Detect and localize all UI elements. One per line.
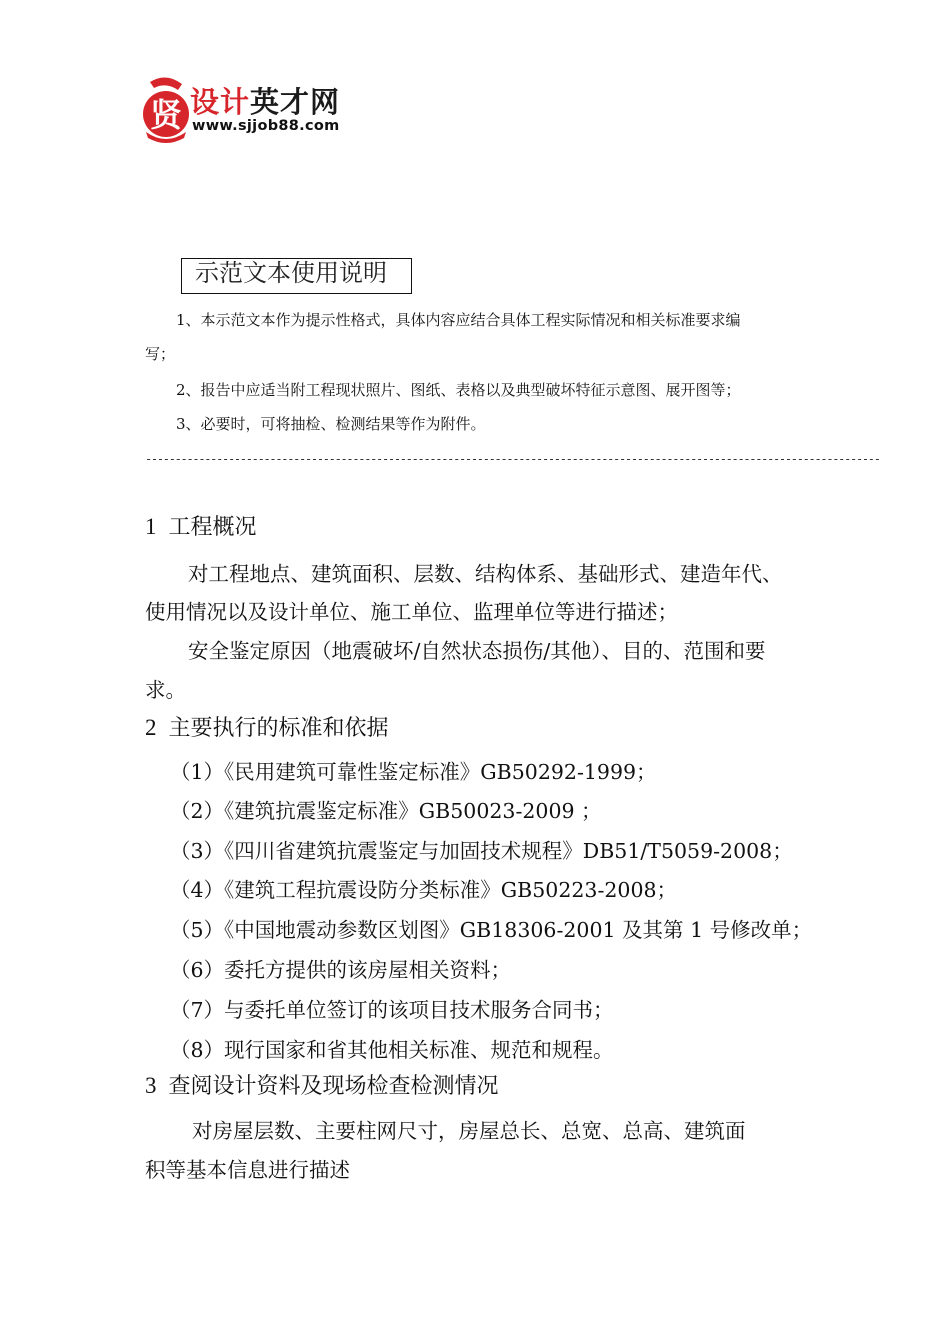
section-number: 3 bbox=[145, 1073, 157, 1098]
section-heading bbox=[145, 512, 257, 543]
section-heading bbox=[145, 1071, 499, 1102]
paragraph-line: 积等基本信息进行描述 bbox=[145, 1158, 350, 1182]
paragraph-line: 安全鉴定原因（地震破坏/自然状态损伤/其他）、目的、范围和要 bbox=[188, 639, 766, 663]
logo-mark-icon bbox=[140, 74, 192, 144]
reference-item: （8）现行国家和省其他相关标准、规范和规程。 bbox=[170, 1038, 614, 1062]
section-number: 1 bbox=[145, 514, 157, 539]
logo-title-dark: 英才网 bbox=[250, 85, 341, 119]
section-heading bbox=[145, 713, 389, 744]
site-logo[interactable] bbox=[140, 74, 380, 146]
paragraph-line: 对工程地点、建筑面积、层数、结构体系、基础形式、建造年代、 bbox=[188, 562, 783, 586]
reference-item: （5）《中国地震动参数区划图》GB18306-2001 及其第 1 号修改单； bbox=[170, 918, 813, 942]
reference-item: （6）委托方提供的该房屋相关资料； bbox=[170, 958, 512, 982]
note-item: 写； bbox=[145, 345, 176, 363]
dashed-divider: ---------------------------------------------------------------------------------------------------------------------------- bbox=[145, 452, 880, 466]
logo-title-red: 设计 bbox=[190, 85, 251, 119]
note-item: 2、报告中应适当附工程现状照片、图纸、表格以及典型破坏特征示意图、展开图等； bbox=[176, 381, 741, 399]
reference-item: （4）《建筑工程抗震设防分类标准》GB50223-2008； bbox=[170, 878, 678, 902]
logo-url: www.sjjob88.com bbox=[192, 118, 340, 134]
paragraph-line: 求。 bbox=[145, 678, 186, 702]
logo-title bbox=[190, 80, 340, 121]
section-title: 主要执行的标准和依据 bbox=[168, 716, 389, 741]
paragraph-line: 使用情况以及设计单位、施工单位、监理单位等进行描述； bbox=[145, 600, 678, 624]
note-item: 3、必要时，可将抽检、检测结果等作为附件。 bbox=[176, 415, 486, 433]
reference-item: （7）与委托单位签订的该项目技术服务合同书； bbox=[170, 998, 614, 1022]
reference-item: （1）《民用建筑可靠性鉴定标准》GB50292-1999； bbox=[170, 760, 657, 784]
section-number: 2 bbox=[145, 715, 157, 740]
reference-item: （3）《四川省建筑抗震鉴定与加固技术规程》DB51/T5059-2008； bbox=[170, 839, 793, 863]
note-title: 示范文本使用说明 bbox=[195, 259, 387, 287]
paragraph-line: 对房屋层数、主要柱网尺寸，房屋总长、总宽、总高、建筑面 bbox=[192, 1119, 746, 1143]
svg-text:贤: 贤 bbox=[149, 96, 183, 134]
section-title: 查阅设计资料及现场检查检测情况 bbox=[168, 1074, 499, 1099]
reference-item: （2）《建筑抗震鉴定标准》GB50023-2009 ； bbox=[170, 799, 602, 823]
note-item: 1、本示范文本作为提示性格式，具体内容应结合具体工程实际情况和相关标准要求编 bbox=[176, 311, 741, 329]
section-title: 工程概况 bbox=[168, 515, 257, 540]
